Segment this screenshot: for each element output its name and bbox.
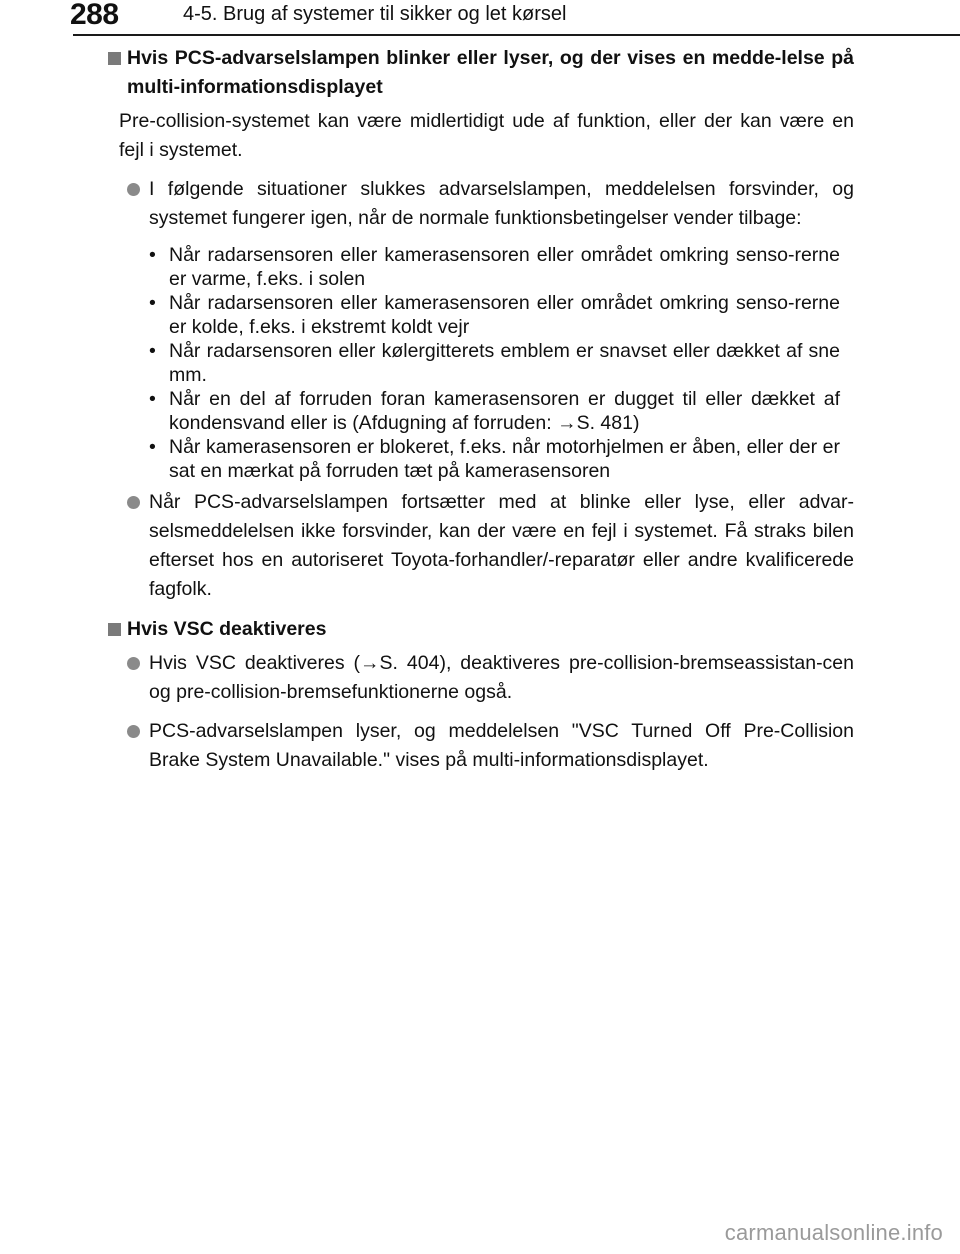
sub-list-item: [149, 435, 840, 483]
dot-bullet-icon: •: [149, 388, 156, 410]
list-item: [108, 717, 854, 775]
sub-list-item-text: Når radarsensoren eller kamerasensoren eller området omkring senso-rerne er varme, f.eks. i solen: [169, 244, 840, 290]
sub-list-item-text: Når radarsensoren eller kamerasensoren eller området omkring senso-rerne er kolde, f.eks. i ekstremt koldt vejr: [169, 292, 840, 338]
circle-bullet-icon: [127, 496, 140, 509]
chapter-title: 4-5. Brug af systemer til sikker og let kørsel: [183, 3, 567, 25]
dot-bullet-icon: •: [149, 340, 156, 362]
section-heading-pcs-warning: [108, 44, 854, 102]
list-item-text: PCS-advarselslampen lyser, og meddelelsen "VSC Turned Off Pre-Collision Brake System Unavailable." vises på multi-informationsdisplayet.: [149, 720, 854, 771]
dot-bullet-icon: •: [149, 244, 156, 266]
sub-list-item-text: Når radarsensoren eller kølergitterets emblem er snavset eller dækket af sne mm.: [169, 340, 840, 386]
circle-bullet-icon: [127, 725, 140, 738]
sub-list-item: [149, 291, 840, 339]
list-item-text: I følgende situationer slukkes advarselslampen, meddelelsen forsvinder, og systemet fungerer igen, når de normale funktionsbetingelser vender tilbage:: [149, 178, 854, 229]
header-divider: [73, 34, 960, 36]
section-heading-text: Hvis PCS-advarselslampen blinker eller lyser, og der vises en medde-lelse på multi-informationsdisplayet: [127, 47, 854, 98]
list-item-text: Hvis VSC deaktiveres (→S. 404), deaktiveres pre-collision-bremseassistan-cen og pre-collision-bremsefunktionerne også.: [149, 652, 854, 703]
sub-list-item: [149, 339, 840, 387]
circle-bullet-icon: [127, 657, 140, 670]
sub-bullet-list: [149, 243, 840, 483]
sub-list-item-text: Når kamerasensoren er blokeret, f.eks. når motorhjelmen er åben, eller der er sat en mærkat på forruden tæt på kamerasensoren: [169, 436, 840, 482]
watermark-text: carmanualsonline.info: [724, 1220, 943, 1245]
section-intro-paragraph: Pre-collision-systemet kan være midlertidigt ude af funktion, eller der kan være en fejl i systemet.: [119, 110, 854, 161]
dot-bullet-icon: •: [149, 292, 156, 314]
page-body: [108, 44, 854, 775]
section-heading-text: Hvis VSC deaktiveres: [127, 618, 327, 640]
dot-bullet-icon: •: [149, 436, 156, 458]
list-item: [108, 488, 854, 604]
list-item-text: Når PCS-advarselslampen fortsætter med at blinke eller lyse, eller advar-selsmeddelelsen ikke forsvinder, kan der være en fejl i systemet. Få straks bilen efterset hos en autoriseret Toyota-forhandler/-reparatør eller andre kvalificerede fagfolk.: [149, 491, 854, 600]
square-bullet-icon: [108, 52, 121, 65]
circle-bullet-icon: [127, 183, 140, 196]
sub-list-item-text: Når en del af forruden foran kamerasensoren er dugget til eller dækket af kondensvand eller is (Afdugning af forruden: →S. 481): [169, 388, 840, 434]
page-number: 288: [70, 0, 119, 31]
list-item: [108, 649, 854, 707]
section-heading-vsc: [108, 615, 854, 644]
square-bullet-icon: [108, 623, 121, 636]
list-item: [108, 175, 854, 233]
page-header: [0, 0, 960, 40]
sub-list-item: [149, 243, 840, 291]
sub-list-item: [149, 387, 840, 435]
